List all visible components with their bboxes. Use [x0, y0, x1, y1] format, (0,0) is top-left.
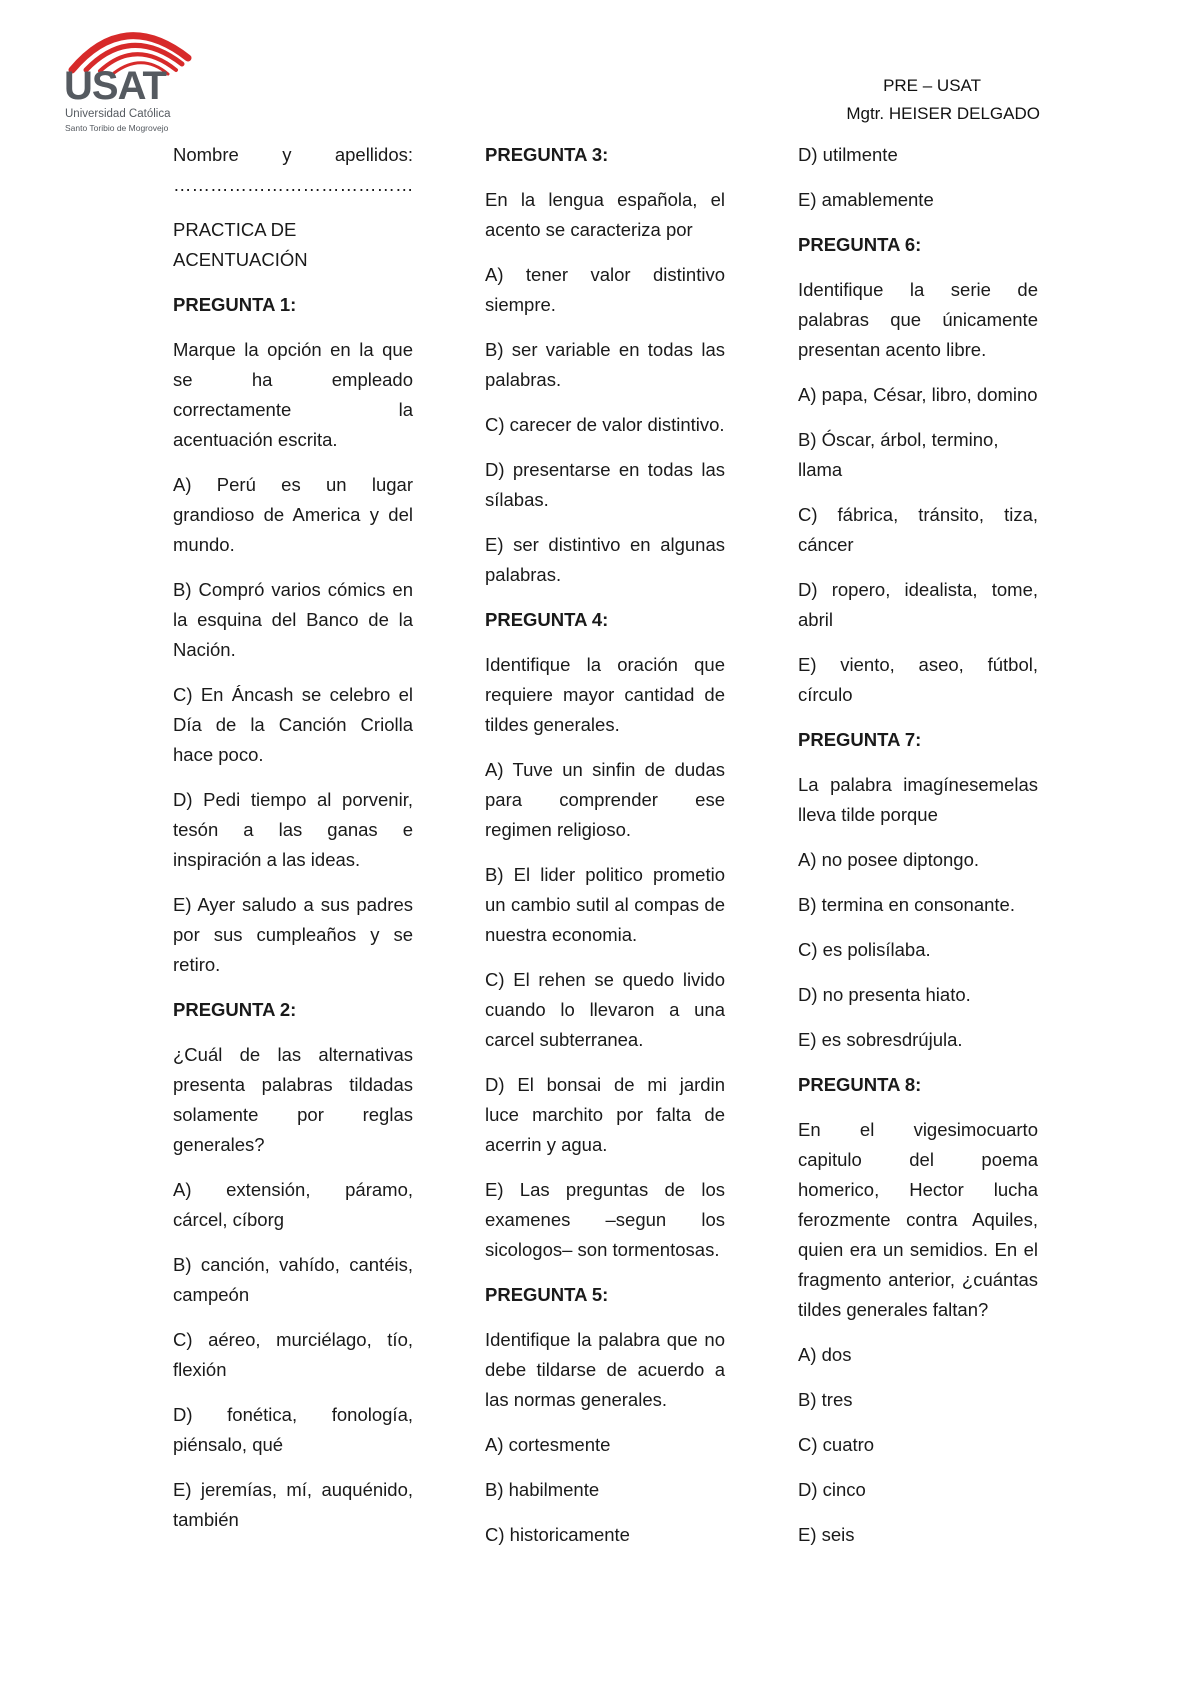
column-2	[485, 140, 725, 1565]
paragraph: D) El bonsai de mi jardin luce marchito por falta de acerrin y agua.	[485, 1074, 725, 1155]
logo-university: Universidad Católica	[65, 108, 171, 120]
question-heading: PREGUNTA 5:	[485, 1284, 609, 1305]
paragraph: A) Tuve un sinfin de dudas para comprender ese regimen religioso.	[485, 759, 725, 840]
paragraph: Marque la opción en la que se ha empleado correctamente la acentuación escrita.	[173, 339, 413, 450]
paragraph: A) extensión, páramo, cárcel, cíborg	[173, 1179, 413, 1230]
question-heading: PREGUNTA 7:	[798, 729, 922, 750]
paragraph: B) ser variable en todas las palabras.	[485, 339, 725, 390]
paragraph: ¿Cuál de las alternativas presenta palabras tildadas solamente por reglas generales?	[173, 1044, 413, 1155]
paragraph: C) El rehen se quedo livido cuando lo llevaron a una carcel subterranea.	[485, 969, 725, 1050]
paragraph: E) seis	[798, 1524, 855, 1545]
paragraph: C) historicamente	[485, 1524, 630, 1545]
paragraph: Identifique la oración que requiere mayor cantidad de tildes generales.	[485, 654, 725, 735]
paragraph: E) Las preguntas de los examenes –segun los sicologos– son tormentosas.	[485, 1179, 725, 1260]
paragraph: E) jeremías, mí, auquénido, también	[173, 1479, 413, 1530]
paragraph: D) no presenta hiato.	[798, 984, 971, 1005]
question-heading: PREGUNTA 8:	[798, 1074, 922, 1095]
paragraph: B) termina en consonante.	[798, 894, 1015, 915]
paragraph: B) Óscar, árbol, termino, llama	[798, 429, 999, 480]
paragraph: B) Compró varios cómics en la esquina del Banco de la Nación.	[173, 579, 413, 660]
paragraph: C) fábrica, tránsito, tiza, cáncer	[798, 504, 1038, 555]
usat-logo	[64, 16, 204, 133]
paragraph: E) viento, aseo, fútbol, círculo	[798, 654, 1038, 705]
question-heading: PREGUNTA 4:	[485, 609, 609, 630]
paragraph: B) canción, vahído, cantéis, campeón	[173, 1254, 413, 1305]
paragraph: La palabra imagínesemelas lleva tilde porque	[798, 774, 1038, 825]
paragraph: D) fonética, fonología, piénsalo, qué	[173, 1404, 413, 1455]
paragraph: En el vigesimocuarto capitulo del poema homerico, Hector lucha ferozmente contra Aquiles, quien era un semidios. En el fragmento anterior, ¿cuántas tildes generales faltan?	[798, 1119, 1038, 1320]
paragraph: D) utilmente	[798, 144, 898, 165]
paragraph: A) Perú es un lugar grandioso de America y del mundo.	[173, 474, 413, 555]
page-header	[846, 72, 1040, 128]
paragraph: B) El lider politico prometio un cambio sutil al compas de nuestra economia.	[485, 864, 725, 945]
column-3	[798, 140, 1038, 1565]
paragraph: Identifique la serie de palabras que únicamente presentan acento libre.	[798, 279, 1038, 360]
paragraph: C) En Áncash se celebro el Día de la Canción Criolla hace poco.	[173, 684, 413, 765]
header-line-1: PRE – USAT	[883, 76, 981, 95]
column-1	[173, 140, 413, 1550]
paragraph: B) habilmente	[485, 1479, 600, 1500]
paragraph: A) no posee diptongo.	[798, 849, 980, 870]
paragraph: D) ropero, idealista, tome, abril	[798, 579, 1038, 630]
paragraph: E) ser distintivo en algunas palabras.	[485, 534, 725, 585]
paragraph: A) dos	[798, 1344, 852, 1365]
logo-subtitle: Santo Toribio de Mogrovejo	[65, 123, 169, 133]
paragraph: D) presentarse en todas las sílabas.	[485, 459, 725, 510]
question-heading: PREGUNTA 6:	[798, 234, 922, 255]
paragraph: D) cinco	[798, 1479, 866, 1500]
header-line-2: Mgtr. HEISER DELGADO	[846, 104, 1040, 123]
paragraph: C) cuatro	[798, 1434, 875, 1455]
question-heading: PREGUNTA 3:	[485, 144, 609, 165]
paragraph: C) aéreo, murciélago, tío, flexión	[173, 1329, 413, 1380]
paragraph: C) es polisílaba.	[798, 939, 931, 960]
paragraph: C) carecer de valor distintivo.	[485, 414, 725, 435]
paragraph: Identifique la palabra que no debe tildarse de acuerdo a las normas generales.	[485, 1329, 725, 1410]
paragraph: PRACTICA DE ACENTUACIÓN	[173, 219, 308, 270]
paragraph: A) tener valor distintivo siempre.	[485, 264, 725, 315]
paragraph: E) es sobresdrújula.	[798, 1029, 963, 1050]
paragraph: B) tres	[798, 1389, 853, 1410]
paragraph: E) amablemente	[798, 189, 934, 210]
paragraph: E) Ayer saludo a sus padres por sus cumpleaños y se retiro.	[173, 894, 413, 975]
paragraph: En la lengua española, el acento se caracteriza por	[485, 189, 725, 240]
paragraph: A) papa, César, libro, domino	[798, 384, 1038, 405]
paragraph: Nombre y apellidos: …………………………………	[173, 144, 414, 195]
paragraph: A) cortesmente	[485, 1434, 611, 1455]
question-heading: PREGUNTA 2:	[173, 999, 297, 1020]
paragraph: D) Pedi tiempo al porvenir, tesón a las ganas e inspiración a las ideas.	[173, 789, 413, 870]
logo-brand: USAT	[64, 64, 166, 108]
question-heading: PREGUNTA 1:	[173, 294, 297, 315]
